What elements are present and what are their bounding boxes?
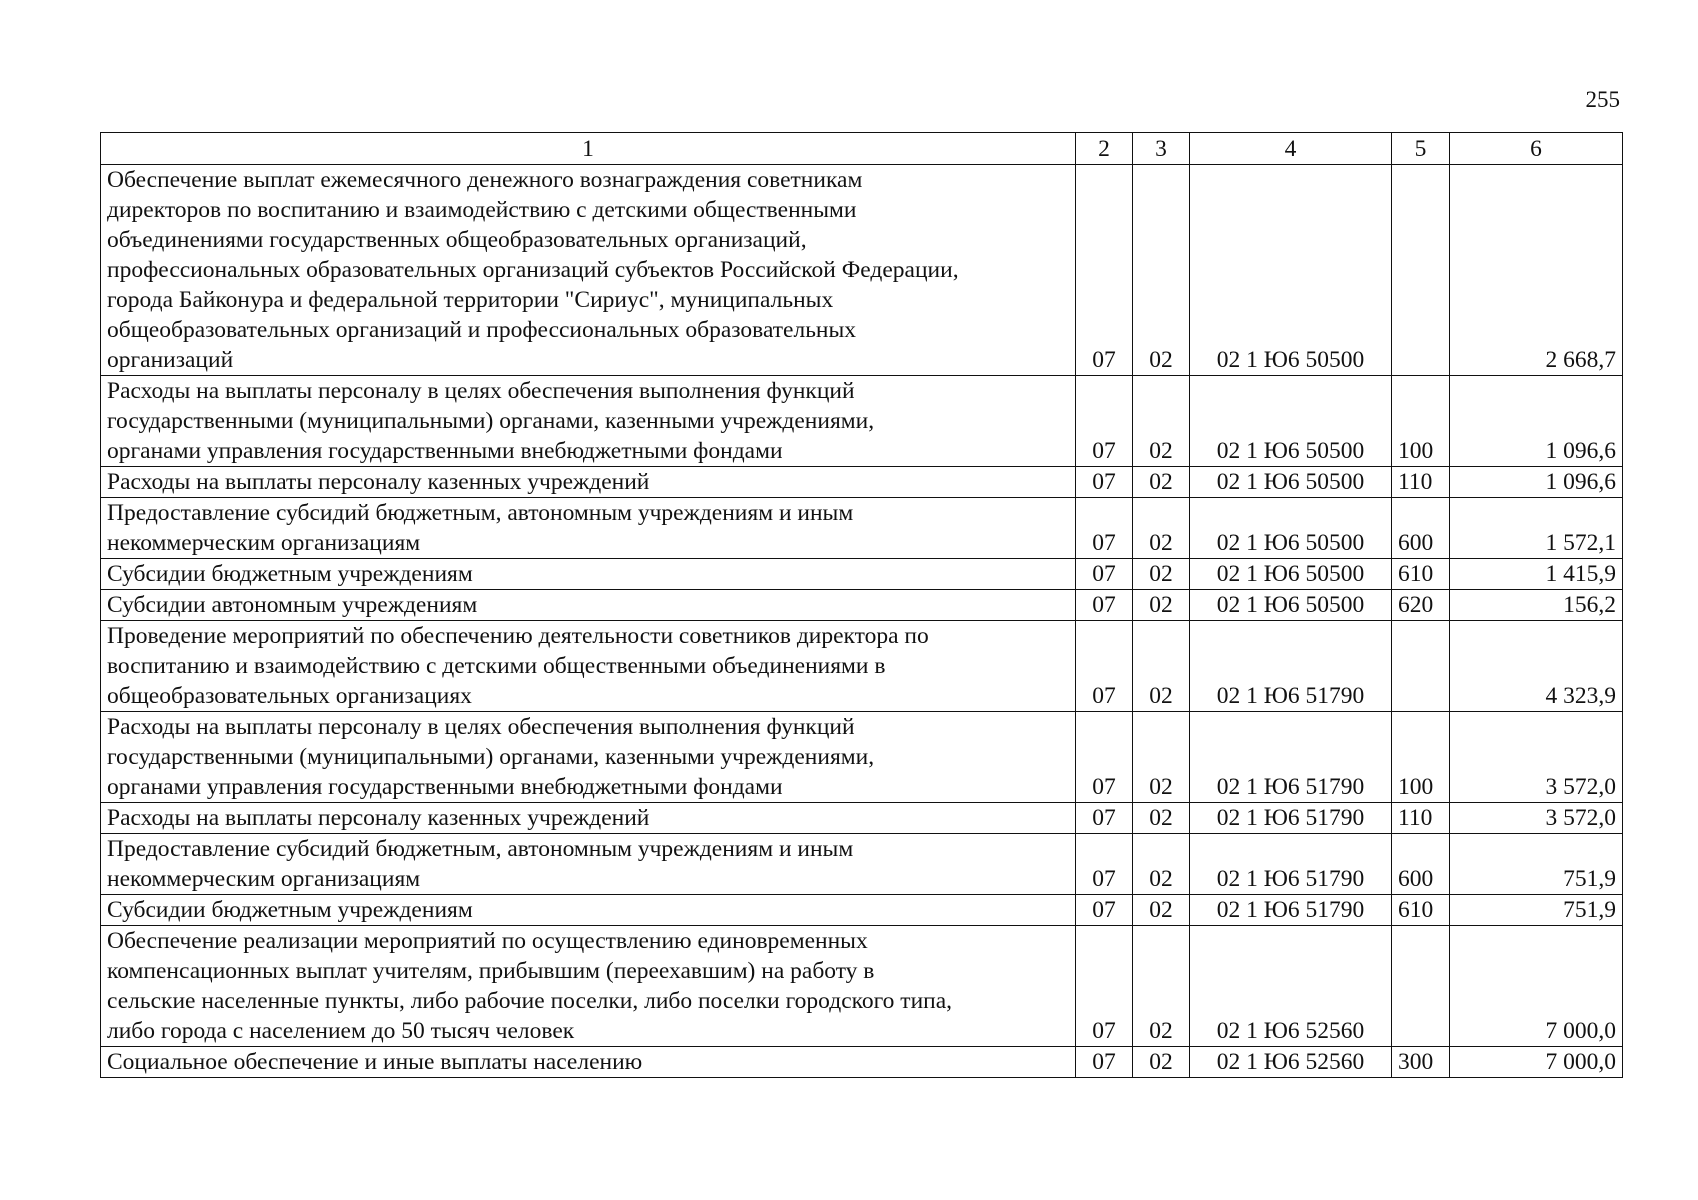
column-header-name: 1 <box>101 133 1076 165</box>
row-subsection: 02 <box>1133 1047 1190 1078</box>
table-row <box>101 590 1623 621</box>
row-subsection: 02 <box>1133 498 1190 559</box>
row-target-article: 02 1 Ю6 50500 <box>1190 498 1392 559</box>
row-name: Расходы на выплаты персоналу казенных учреждений <box>101 803 1076 834</box>
table-row <box>101 1047 1623 1078</box>
row-section: 07 <box>1076 559 1133 590</box>
table-row <box>101 165 1623 376</box>
row-section: 07 <box>1076 376 1133 467</box>
row-target-article: 02 1 Ю6 51790 <box>1190 803 1392 834</box>
row-expense-type: 610 <box>1392 559 1450 590</box>
row-target-article: 02 1 Ю6 50500 <box>1190 376 1392 467</box>
column-header-section: 2 <box>1076 133 1133 165</box>
row-section: 07 <box>1076 834 1133 895</box>
row-target-article: 02 1 Ю6 52560 <box>1190 1047 1392 1078</box>
row-target-article: 02 1 Ю6 51790 <box>1190 712 1392 803</box>
table-row <box>101 834 1623 895</box>
table-row <box>101 467 1623 498</box>
table-row <box>101 621 1623 712</box>
budget-table <box>100 132 1623 1078</box>
table-row <box>101 498 1623 559</box>
row-name: Субсидии бюджетным учреждениям <box>101 895 1076 926</box>
page-number: 255 <box>1585 87 1620 112</box>
row-amount: 3 572,0 <box>1450 712 1623 803</box>
row-name: Проведение мероприятий по обеспечению деятельности советников директора по воспитанию и взаимодействию с детскими общественными объединениями в общеобразовательных организациях <box>101 621 1076 712</box>
row-amount: 751,9 <box>1450 834 1623 895</box>
row-amount: 1 096,6 <box>1450 467 1623 498</box>
row-expense-type <box>1392 621 1450 712</box>
row-subsection: 02 <box>1133 165 1190 376</box>
row-name: Предоставление субсидий бюджетным, автономным учреждениям и иным некоммерческим организациям <box>101 834 1076 895</box>
row-section: 07 <box>1076 895 1133 926</box>
row-expense-type: 100 <box>1392 376 1450 467</box>
row-name: Расходы на выплаты персоналу в целях обеспечения выполнения функций государственными (муниципальными) органами, казенными учреждениями, органами управления государственными внебюджетными фондами <box>101 712 1076 803</box>
row-expense-type: 100 <box>1392 712 1450 803</box>
row-section: 07 <box>1076 621 1133 712</box>
row-subsection: 02 <box>1133 559 1190 590</box>
row-subsection: 02 <box>1133 590 1190 621</box>
table-row <box>101 712 1623 803</box>
row-section: 07 <box>1076 467 1133 498</box>
row-expense-type: 620 <box>1392 590 1450 621</box>
column-header-expense-type: 5 <box>1392 133 1450 165</box>
row-target-article: 02 1 Ю6 52560 <box>1190 926 1392 1047</box>
row-amount: 1 096,6 <box>1450 376 1623 467</box>
row-name: Расходы на выплаты персоналу в целях обеспечения выполнения функций государственными (муниципальными) органами, казенными учреждениями, органами управления государственными внебюджетными фондами <box>101 376 1076 467</box>
row-name: Социальное обеспечение и иные выплаты населению <box>101 1047 1076 1078</box>
row-amount: 7 000,0 <box>1450 926 1623 1047</box>
row-name: Обеспечение реализации мероприятий по осуществлению единовременных компенсационных выплат учителям, прибывшим (переехавшим) на работу в сельские населенные пункты, либо рабочие поселки, либо поселки городского типа, либо города с населением до 50 тысяч человек <box>101 926 1076 1047</box>
column-header-subsection: 3 <box>1133 133 1190 165</box>
row-expense-type <box>1392 165 1450 376</box>
row-amount: 2 668,7 <box>1450 165 1623 376</box>
row-amount: 7 000,0 <box>1450 1047 1623 1078</box>
row-subsection: 02 <box>1133 926 1190 1047</box>
row-expense-type: 600 <box>1392 834 1450 895</box>
row-name: Предоставление субсидий бюджетным, автономным учреждениям и иным некоммерческим организациям <box>101 498 1076 559</box>
table-row <box>101 895 1623 926</box>
row-section: 07 <box>1076 165 1133 376</box>
row-expense-type: 110 <box>1392 803 1450 834</box>
row-subsection: 02 <box>1133 895 1190 926</box>
row-amount: 751,9 <box>1450 895 1623 926</box>
row-section: 07 <box>1076 926 1133 1047</box>
table-row <box>101 803 1623 834</box>
table-row <box>101 376 1623 467</box>
row-subsection: 02 <box>1133 834 1190 895</box>
row-target-article: 02 1 Ю6 51790 <box>1190 895 1392 926</box>
row-target-article: 02 1 Ю6 50500 <box>1190 559 1392 590</box>
row-section: 07 <box>1076 498 1133 559</box>
row-amount: 4 323,9 <box>1450 621 1623 712</box>
table-row <box>101 559 1623 590</box>
row-section: 07 <box>1076 712 1133 803</box>
row-section: 07 <box>1076 803 1133 834</box>
row-section: 07 <box>1076 590 1133 621</box>
row-target-article: 02 1 Ю6 50500 <box>1190 165 1392 376</box>
row-expense-type: 110 <box>1392 467 1450 498</box>
row-target-article: 02 1 Ю6 51790 <box>1190 834 1392 895</box>
row-name: Расходы на выплаты персоналу казенных учреждений <box>101 467 1076 498</box>
row-expense-type <box>1392 926 1450 1047</box>
row-subsection: 02 <box>1133 803 1190 834</box>
row-subsection: 02 <box>1133 467 1190 498</box>
table-header-row <box>101 133 1623 165</box>
row-amount: 156,2 <box>1450 590 1623 621</box>
row-amount: 1 415,9 <box>1450 559 1623 590</box>
row-expense-type: 610 <box>1392 895 1450 926</box>
row-target-article: 02 1 Ю6 50500 <box>1190 467 1392 498</box>
row-subsection: 02 <box>1133 621 1190 712</box>
row-subsection: 02 <box>1133 712 1190 803</box>
row-subsection: 02 <box>1133 376 1190 467</box>
row-target-article: 02 1 Ю6 50500 <box>1190 590 1392 621</box>
table-row <box>101 926 1623 1047</box>
row-expense-type: 600 <box>1392 498 1450 559</box>
column-header-amount: 6 <box>1450 133 1623 165</box>
row-name: Обеспечение выплат ежемесячного денежного вознаграждения советникам директоров по воспитанию и взаимодействию с детскими общественными объединениями государственных общеобразовательных организаций, профессиональных образовательных организаций субъектов Российской Федерации, города Байконура и федеральной территории "Сириус", муниципальных общеобразовательных организаций и профессиональных образовательных организаций <box>101 165 1076 376</box>
row-target-article: 02 1 Ю6 51790 <box>1190 621 1392 712</box>
row-name: Субсидии автономным учреждениям <box>101 590 1076 621</box>
row-amount: 3 572,0 <box>1450 803 1623 834</box>
row-amount: 1 572,1 <box>1450 498 1623 559</box>
row-name: Субсидии бюджетным учреждениям <box>101 559 1076 590</box>
column-header-target-article: 4 <box>1190 133 1392 165</box>
row-expense-type: 300 <box>1392 1047 1450 1078</box>
row-section: 07 <box>1076 1047 1133 1078</box>
